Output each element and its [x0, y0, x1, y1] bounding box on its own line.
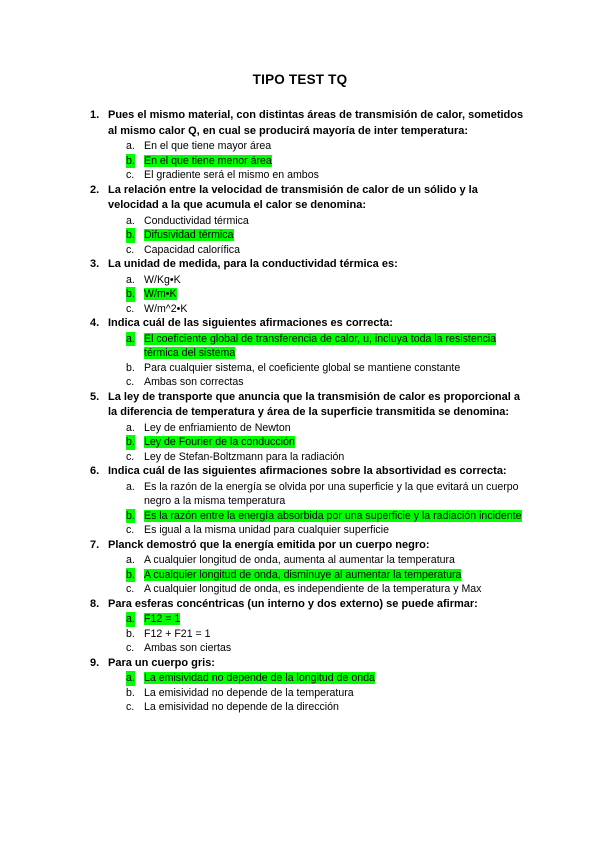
- answer-options: [80, 553, 530, 597]
- option-letter: a.: [126, 140, 135, 152]
- option-letter: b.: [126, 361, 135, 374]
- option-text: Es la razón de la energía se olvida por una superficie y la que evitará un cuerpo negro a la misma temperatura: [144, 480, 519, 507]
- question-text: Indica cuál de las siguientes afirmaciones es correcta:: [108, 317, 393, 329]
- page-title: TIPO TEST TQ: [252, 72, 348, 87]
- option-letter: c.: [126, 450, 135, 463]
- answer-option: [80, 168, 530, 183]
- answer-options: [80, 273, 530, 317]
- option-text: Es la razón entre la energía absorbida por una superficie y la radiación incidente: [144, 509, 522, 522]
- option-text: Difusividad térmica: [144, 229, 234, 241]
- answer-option: [80, 450, 530, 465]
- option-letter: a.: [126, 480, 135, 493]
- question-number: 7.: [90, 538, 100, 551]
- answer-option: [80, 361, 530, 376]
- option-letter: c.: [126, 701, 135, 713]
- option-text: La emisividad no depende de la temperatura: [144, 686, 354, 699]
- answer-option: [80, 686, 530, 701]
- option-letter: b.: [126, 509, 135, 522]
- option-text: A cualquier longitud de onda, aumenta al aumentar la temperatura: [144, 554, 455, 566]
- question-number: 5.: [90, 390, 100, 403]
- answer-options: [80, 671, 530, 715]
- question-text: Para un cuerpo gris:: [108, 656, 215, 669]
- question-4: [80, 316, 530, 332]
- answer-option-correct: [80, 568, 530, 583]
- option-letter: a.: [126, 273, 135, 286]
- option-text: Capacidad calorífica: [144, 243, 240, 256]
- answer-options: [80, 480, 530, 538]
- option-text: W/Kg•K: [144, 273, 181, 286]
- option-letter: c.: [126, 642, 135, 654]
- answer-option: [80, 243, 530, 258]
- question-number: 8.: [90, 597, 100, 610]
- option-text: La emisividad no depende de la longitud de onda: [144, 672, 375, 684]
- question-number: 1.: [90, 109, 100, 121]
- answer-option-correct: [80, 435, 530, 450]
- option-text: En el que tiene mayor área: [144, 140, 272, 152]
- option-text: Ambas son ciertas: [144, 642, 232, 654]
- question-9: [80, 656, 530, 672]
- answer-option: [80, 214, 530, 229]
- option-letter: c.: [126, 169, 135, 181]
- option-text: Conductividad térmica: [144, 214, 249, 227]
- option-letter: a.: [126, 332, 135, 345]
- option-text: W/m•K: [144, 288, 177, 300]
- answer-option: [80, 139, 530, 154]
- question-list: [80, 108, 530, 715]
- option-letter: b.: [126, 436, 135, 448]
- option-letter: c.: [126, 524, 135, 536]
- option-text: Ley de Stefan-Boltzmann para la radiación: [144, 450, 345, 463]
- answer-option: [80, 553, 530, 568]
- option-letter: a.: [126, 554, 135, 566]
- question-3: [80, 257, 530, 273]
- answer-option: [80, 523, 530, 538]
- option-text: Para cualquier sistema, el coeficiente global se mantiene constante: [144, 361, 461, 374]
- question-2: [80, 183, 530, 214]
- option-text: F12 = 1: [144, 613, 181, 625]
- question-text: La relación entre la velocidad de transmisión de calor de un sólido y la velocidad a la que acumula el calor se denomina:: [108, 183, 478, 211]
- option-text: Ambas son correctas: [144, 376, 244, 388]
- answer-option: [80, 641, 530, 656]
- question-7: [80, 538, 530, 554]
- question-text: Pues el mismo material, con distintas áreas de transmisión de calor, sometidos al mismo calor Q, en cual se producirá mayoría de inter temperatura:: [108, 109, 524, 137]
- option-letter: a.: [126, 672, 135, 684]
- option-text: El gradiente será el mismo en ambos: [144, 169, 319, 181]
- option-text: Es igual a la misma unidad para cualquier superficie: [144, 524, 389, 536]
- question-number: 9.: [90, 656, 100, 669]
- option-letter: a.: [126, 421, 135, 434]
- option-text: A cualquier longitud de onda, disminuye al aumentar la temperatura: [144, 568, 462, 581]
- answer-option: [80, 302, 530, 317]
- answer-option-correct: [80, 287, 530, 302]
- answer-option-correct: [80, 509, 530, 524]
- option-text: El coeficiente global de transferencia de calor, u, incluya toda la resistencia térmica del sistema: [144, 332, 497, 359]
- option-letter: a.: [126, 613, 135, 625]
- answer-options: [80, 612, 530, 656]
- option-text: En el que tiene menor área: [144, 154, 272, 167]
- option-letter: c.: [126, 376, 135, 388]
- question-text: Para esferas concéntricas (un interno y dos externo) se puede afirmar:: [108, 597, 478, 610]
- option-text: Ley de enfriamiento de Newton: [144, 421, 291, 434]
- question-number: 6.: [90, 465, 100, 477]
- option-text: A cualquier longitud de onda, es independiente de la temperatura y Max: [144, 583, 482, 595]
- answer-options: [80, 421, 530, 465]
- question-text: Indica cuál de las siguientes afirmaciones sobre la absortividad es correcta:: [108, 465, 507, 477]
- option-letter: b.: [126, 568, 135, 581]
- option-letter: b.: [126, 229, 135, 241]
- option-letter: c.: [126, 583, 135, 595]
- option-letter: b.: [126, 288, 135, 300]
- answer-option-correct: [80, 671, 530, 686]
- option-letter: c.: [126, 243, 135, 256]
- question-text: La unidad de medida, para la conductividad térmica es:: [108, 258, 398, 270]
- answer-options: [80, 332, 530, 390]
- option-text: Ley de Fourier de la conducción: [144, 436, 295, 448]
- question-number: 4.: [90, 317, 100, 329]
- question-text: La ley de transporte que anuncia que la transmisión de calor es proporcional a la diferencia de temperatura y área de la superficie transmitida se denomina:: [108, 390, 521, 418]
- question-6: [80, 464, 530, 480]
- answer-option: [80, 273, 530, 288]
- option-letter: b.: [126, 686, 135, 699]
- question-number: 2.: [90, 183, 100, 196]
- question-5: [80, 390, 530, 421]
- option-text: W/m^2•K: [144, 302, 188, 315]
- option-letter: c.: [126, 302, 135, 315]
- answer-option: [80, 700, 530, 715]
- answer-option-correct: [80, 154, 530, 169]
- answer-option-correct: [80, 228, 530, 243]
- answer-option-correct: [80, 612, 530, 627]
- answer-option: [80, 421, 530, 436]
- answer-option: [80, 627, 530, 642]
- option-letter: a.: [126, 214, 135, 227]
- option-letter: b.: [126, 627, 135, 640]
- question-1: [80, 108, 530, 139]
- answer-option-correct: [80, 332, 530, 361]
- question-8: [80, 597, 530, 613]
- answer-option: [80, 480, 530, 509]
- answer-option: [80, 375, 530, 390]
- option-letter: b.: [126, 154, 135, 167]
- option-text: La emisividad no depende de la dirección: [144, 701, 339, 713]
- answer-options: [80, 214, 530, 258]
- answer-option: [80, 582, 530, 597]
- option-text: F12 + F21 = 1: [144, 627, 211, 640]
- question-number: 3.: [90, 258, 100, 270]
- answer-options: [80, 139, 530, 183]
- question-text: Planck demostró que la energía emitida por un cuerpo negro:: [108, 538, 430, 551]
